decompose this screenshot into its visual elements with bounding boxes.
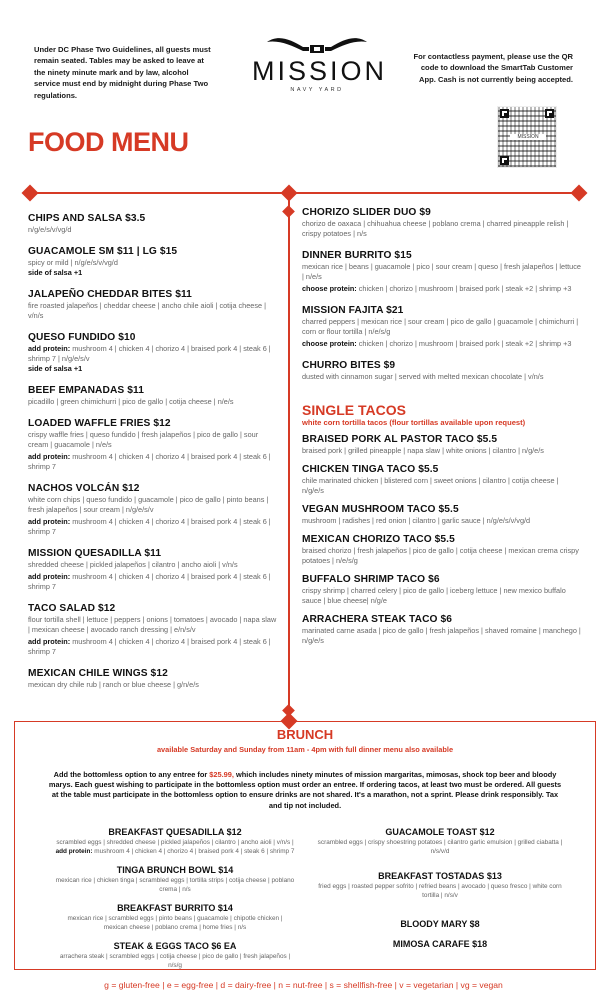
menu-right-column — [302, 206, 582, 653]
taco-item: ARRACHERA STEAK TACO $6 marinated carne asada | pico de gallo | fresh jalapeños | shaved romaine | manchego | n/g/e/s — [302, 614, 581, 645]
menu-item: QUESO FUNDIDO $10 add protein: mushroom 4 | chicken 4 | chorizo 4 | braised pork 4 | steak 6 | shrimp 7 | n/g/e/s/v side of salsa +1 — [28, 332, 271, 373]
qr-code-icon[interactable] — [497, 106, 557, 168]
taco-item: MEXICAN CHORIZO TACO $5.5 braised chorizo | fresh jalapeños | pico de gallo | cotija cheese | mexican crema crispy potatoes | n/e/s/g — [302, 534, 579, 565]
menu-item: TACO SALAD $12 flour tortilla shell | lettuce | peppers | onions | tomatoes | avocado | napa slaw | mexican cheese | avocado ranch dressing | e/n/s/v add protein: mushroom 4 | chicken 4 | chorizo 4 | braised pork 4 | steak 6 | shrimp 7 — [28, 603, 277, 656]
qr-finder-icon — [500, 156, 509, 165]
brunch-item: GUACAMOLE TOAST $12 scrambled eggs | crispy shoestring potatoes | cilantro garlic emulsion | grilled ciabatta | n/s/v/d — [317, 827, 563, 855]
menu-item: CHURRO BITES $9 dusted with cinnamon sugar | served with melted mexican chocolate | v/n/s — [302, 360, 544, 381]
menu-item: BEEF EMPANADAS $11 picadillo | green chimichurri | pico de gallo | cotija cheese | n/e/s — [28, 385, 234, 406]
payment-notice: For contactless payment, please use the QR code to download the SmartTab Customer App. Cash is not currently being accepted. — [413, 52, 573, 84]
page-title: FOOD MENU — [28, 127, 189, 157]
menu-item: LOADED WAFFLE FRIES $12 crispy waffle fries | queso fundido | fresh jalapeños | pico de gallo | sour cream | guacamole | n/e/s add protein: mushroom 4 | chicken 4 | chorizo 4 | braised pork 4 | steak 6 | shrimp 7 — [28, 418, 271, 471]
brunch-item: BREAKFAST TOSTADAS $13 fried eggs | roasted pepper sofrito | refried beans | avocado | queso fresco | white corn tortilla | n/s/v — [318, 871, 562, 899]
drink-item: BLOODY MARY $8 — [400, 919, 480, 929]
section-subtitle: white corn tortilla tacos (flour tortillas available upon request) — [302, 418, 526, 427]
brunch-item: BREAKFAST BURRITO $14 mexican rice | scrambled eggs | pinto beans | guacamole | chipotle chicken | mexican cheese | poblano crema | home fries | n/s — [67, 903, 283, 931]
longhorn-logo-icon — [265, 36, 369, 54]
taco-item: BRAISED PORK AL PASTOR TACO $5.5 braised pork | grilled pineapple | napa slaw | white onions | cilantro | n/g/e/s — [302, 434, 544, 455]
bottomless-note: Add the bottomless option to any entree for $25.99, which includes ninety minutes of mission margaritas, mimosas, shock top beer and bloody marys. Each guest wishing to participate in the bottomless option must order an entree. If ordering tacos, at least two must be ordered. All guests at the table must participate in the bottomless option to ensure drinks are not shared. It's a marathon, not a sprint. Please drink responsibly. Tax and tip not included. — [48, 770, 562, 810]
menu-left-column — [28, 212, 278, 700]
mission-logo — [252, 36, 388, 93]
top-divider — [30, 192, 580, 194]
menu-item: CHIPS AND SALSA $3.5 n/g/e/s/v/vg/d — [28, 213, 146, 234]
diamond-ornament-icon — [22, 185, 39, 202]
brunch-item: TINGA BRUNCH BOWL $14 mexican rice | chicken tinga | scrambled eggs | tortilla strips | cotija cheese | poblano crema | n/s — [55, 865, 295, 893]
diamond-ornament-icon — [571, 185, 588, 202]
phase-two-notice: Under DC Phase Two Guidelines, all guests must remain seated. Tables may be asked to leave at the ninety minute mark and by law, alcohol service must end by midnight during Phase Two regulations. — [34, 45, 211, 100]
taco-item: BUFFALO SHRIMP TACO $6 crispy shrimp | charred celery | pico de gallo | iceberg lettuce | new mexico buffalo sauce | blue cheese| n/g/e — [302, 574, 566, 605]
bottomless-price: $25.99, — [209, 770, 234, 779]
qr-finder-icon — [545, 109, 554, 118]
taco-item: CHICKEN TINGA TACO $5.5 chile marinated chicken | blistered corn | sweet onions | cilantro | cotija cheese | n/g/e/s — [302, 464, 559, 495]
brunch-left-column — [55, 826, 295, 978]
menu-item: DINNER BURRITO $15 mexican rice | beans | guacamole | pico | sour cream | queso | fresh jalapeños | lettuce | n/e/s choose protein: chicken | chorizo | mushroom | braised pork | steak +2 | shrimp +3 — [302, 250, 581, 293]
column-divider — [288, 193, 290, 713]
diamond-ornament-icon — [282, 205, 295, 218]
brunch-title: BRUNCH — [276, 727, 334, 742]
menu-item: CHORIZO SLIDER DUO $9 chorizo de oaxaca | chihuahua cheese | poblano crema | charred pineapple relish | crispy potatoes | n/s — [302, 207, 569, 238]
menu-item: JALAPEÑO CHEDDAR BITES $11 fire roasted jalapeños | cheddar cheese | ancho chile aioli | cotija cheese | v/n/s — [28, 289, 266, 320]
logo-name: MISSION — [252, 56, 388, 86]
qr-label: MISSION — [510, 134, 546, 140]
drink-item: MIMOSA CARAFE $18 — [392, 939, 488, 949]
logo-location: NAVY YARD — [290, 87, 344, 93]
brunch-item: BREAKFAST QUESADILLA $12 scrambled eggs | shredded cheese | pickled jalapeños | cilantro | ancho aioli | v/n/s | add protein: mushroom 4 | chicken 4 | chorizo 4 | braised pork 4 | steak 6 | shrimp 7 — [55, 827, 295, 855]
section-title-single-tacos: SINGLE TACOS — [302, 402, 406, 418]
brunch-right-column — [315, 826, 565, 958]
menu-item: MISSION QUESADILLA $11 shredded cheese | pickled jalapeños | cilantro | ancho aioli | v/n/s add protein: mushroom 4 | chicken 4 | chorizo 4 | braised pork 4 | steak 6 | shrimp 7 — [28, 548, 271, 591]
brunch-subtitle: available Saturday and Sunday from 11am - 4pm with full dinner menu also available — [156, 745, 454, 754]
dietary-legend: g = gluten-free | e = egg-free | d = dairy-free | n = nut-free | s = shellfish-free | v = vegetarian | vg = vegan — [104, 980, 503, 990]
taco-item: VEGAN MUSHROOM TACO $5.5 mushroom | radishes | red onion | cilantro | garlic sauce | n/g/e/s/v/vg/d — [302, 504, 531, 525]
menu-item: GUACAMOLE SM $11 | LG $15 spicy or mild | n/g/e/s/v/vg/d side of salsa +1 — [28, 246, 178, 277]
menu-item: MISSION FAJITA $21 charred peppers | mexican rice | sour cream | pico de gallo | guacamole | chimichurri | corn or flour tortilla | n/e/s/g choose protein: chicken | chorizo | mushroom | braised pork | steak +2 | shrimp +3 — [302, 305, 579, 348]
brunch-section — [14, 721, 596, 970]
menu-item: MEXICAN CHILE WINGS $12 mexican dry chile rub | ranch or blue cheese | g/n/e/s — [28, 668, 199, 689]
qr-finder-icon — [500, 109, 509, 118]
menu-item: NACHOS VOLCÁN $12 white corn chips | queso fundido | guacamole | pico de gallo | pinto beans | fresh jalapeños | sour cream | n/g/e/s/v add protein: mushroom 4 | chicken 4 | chorizo 4 | braised pork 4 | steak 6 | shrimp 7 — [28, 483, 271, 536]
brunch-item: STEAK & EGGS TACO $6 EA arrachera steak | scrambled eggs | cotija cheese | pico de gallo | fresh jalapeños | n/s/g — [59, 941, 291, 969]
